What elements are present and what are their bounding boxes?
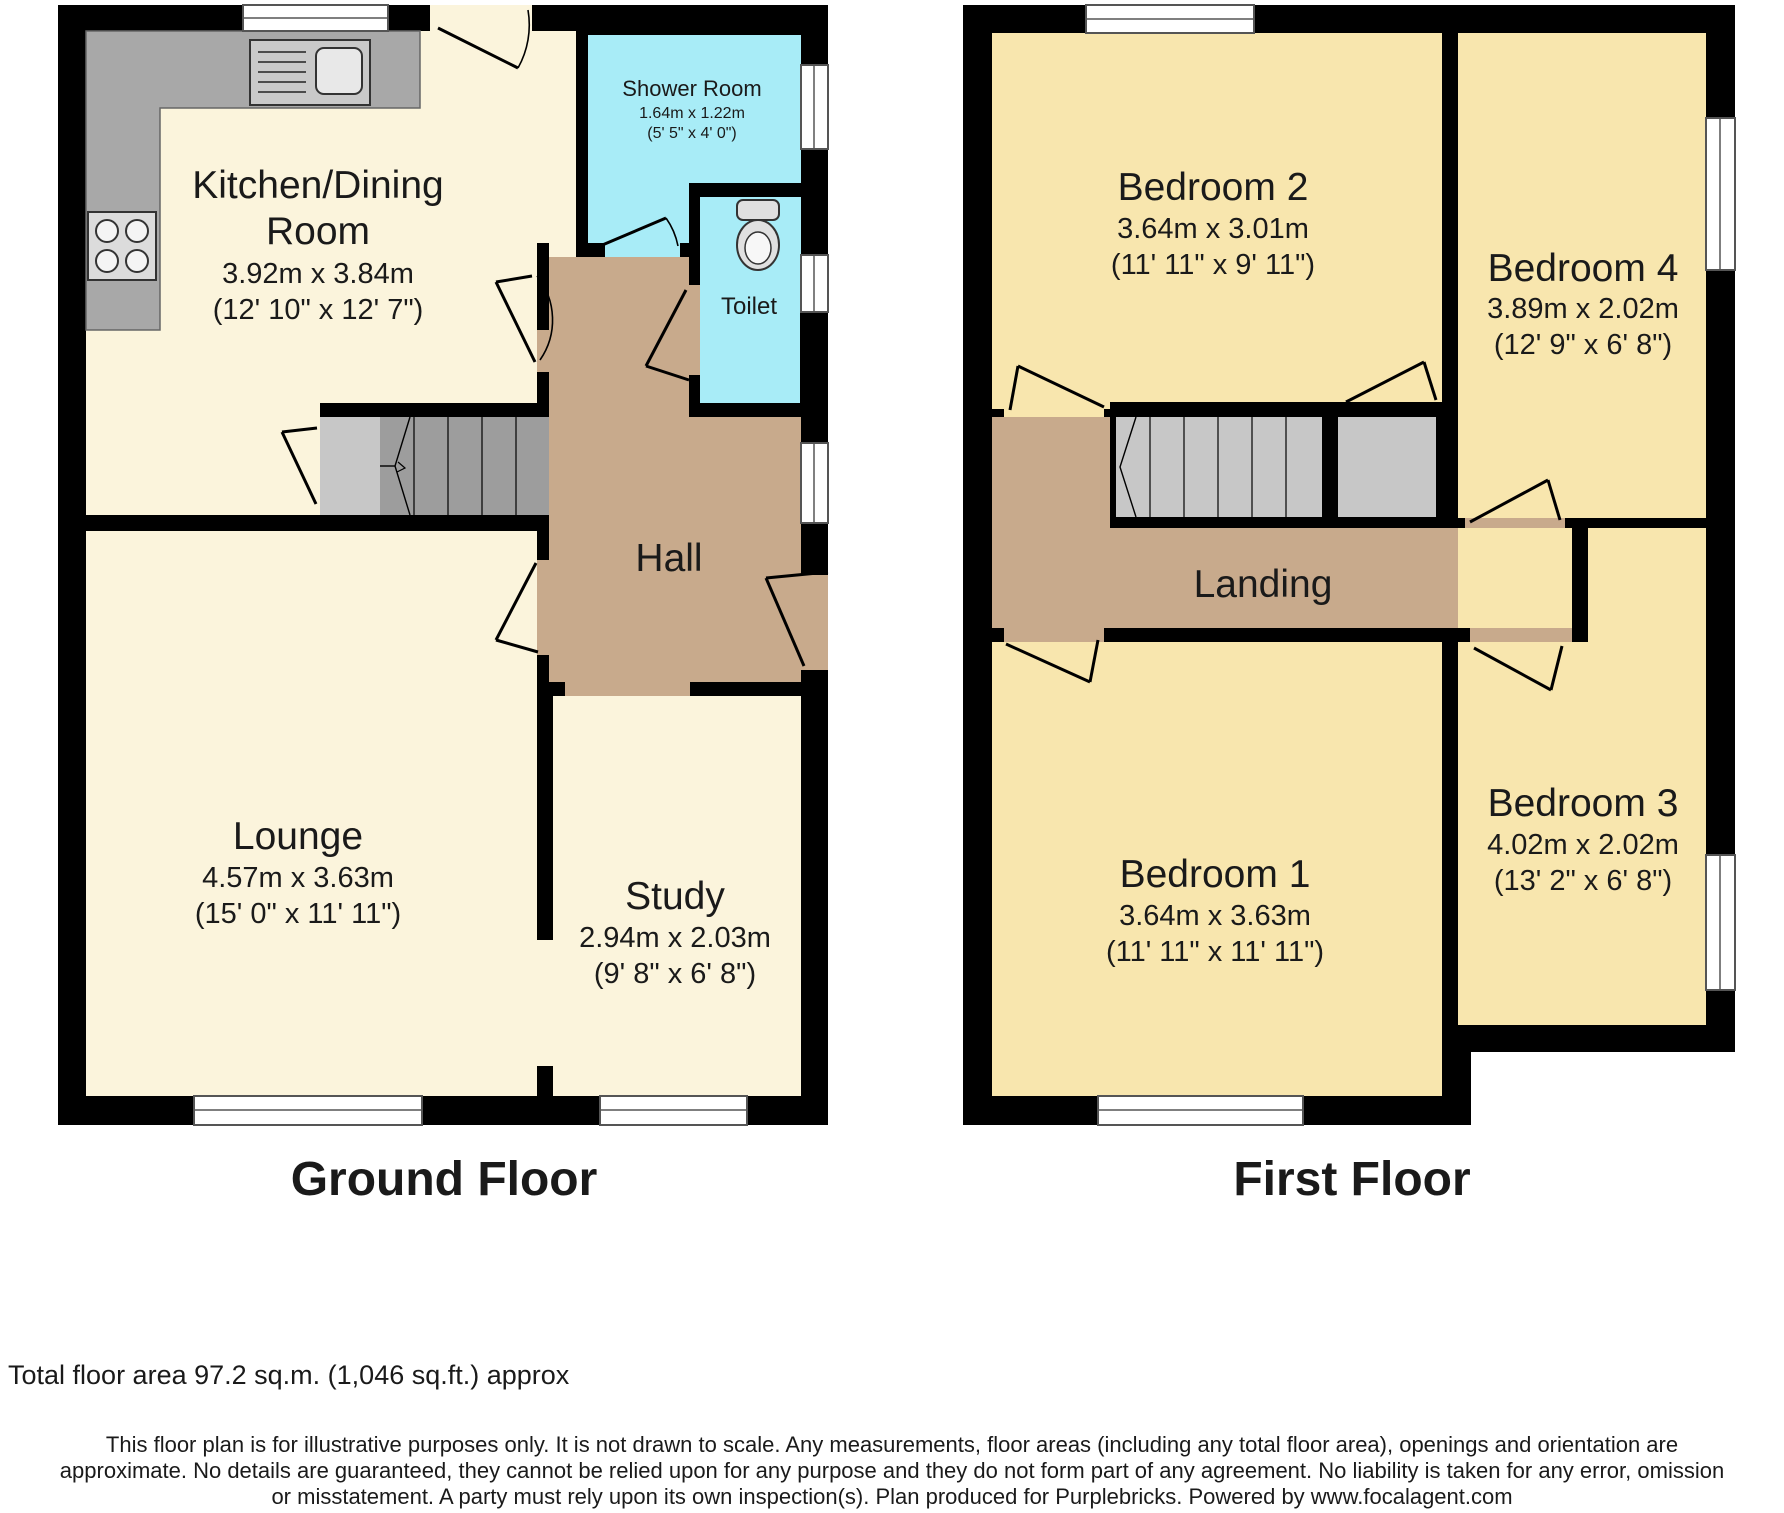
ground-floor-plan: [58, 5, 828, 1206]
bedroom-3-metric: 4.02m x 2.02m: [1487, 829, 1679, 861]
first-floor-staircase: [1110, 402, 1442, 528]
kitchen-name-line1: Kitchen/Dining: [192, 164, 444, 207]
ground-floor-staircase: [320, 403, 549, 515]
landing-name: Landing: [1193, 563, 1333, 606]
bedroom-1-name: Bedroom 1: [1119, 853, 1311, 896]
bedroom-1-metric: 3.64m x 3.63m: [1119, 900, 1311, 932]
shower-room-imperial: (5' 5" x 4' 0"): [647, 125, 737, 142]
disclaimer-line: This floor plan is for illustrative purposes only. It is not drawn to scale. Any measurements, floor areas (including any total floor area), openings and orientation are: [105, 1432, 1679, 1457]
ground-floor-title: Ground Floor: [290, 1153, 598, 1206]
bedroom-2-imperial: (11' 11" x 9' 11"): [1110, 249, 1316, 281]
shower-room-name: Shower Room: [622, 76, 762, 101]
first-floor-plan: [963, 5, 1735, 1206]
bedroom-1-imperial: (11' 11" x 11' 11"): [1105, 936, 1325, 968]
lounge-metric: 4.57m x 3.63m: [202, 862, 394, 894]
total-floor-area: Total floor area 97.2 sq.m. (1,046 sq.ft.) approx: [8, 1360, 570, 1390]
lounge-imperial: (15' 0" x 11' 11"): [194, 898, 402, 930]
bedroom-4-metric: 3.89m x 2.02m: [1487, 293, 1679, 325]
shower-room-metric: 1.64m x 1.22m: [639, 105, 745, 122]
bedroom-3-imperial: (13' 2" x 6' 8"): [1493, 865, 1673, 897]
kitchen-imperial: (12' 10" x 12' 7"): [212, 294, 424, 326]
disclaimer-line: or misstatement. A party must rely upon its own inspection(s). Plan produced for Purplebricks. Powered by www.focalagent.com: [271, 1484, 1513, 1509]
wc-icon: [737, 200, 779, 270]
toilet-name: Toilet: [720, 293, 778, 320]
study-metric: 2.94m x 2.03m: [579, 922, 771, 954]
landing: [992, 417, 1110, 628]
kitchen-metric: 3.92m x 3.84m: [222, 258, 414, 290]
disclaimer-line: approximate. No details are guaranteed, they cannot be relied upon for any purpose and they do not form part of any agreement. No liability is taken for any error, omission: [59, 1458, 1725, 1483]
bedroom-2-name: Bedroom 2: [1117, 166, 1309, 209]
lounge-name: Lounge: [232, 815, 364, 858]
disclaimer: [0, 1432, 1784, 1510]
bedroom-4-imperial: (12' 9" x 6' 8"): [1493, 329, 1673, 361]
storage-cupboard: [1338, 417, 1436, 517]
lounge: [86, 531, 537, 1096]
study-name: Study: [625, 875, 725, 918]
hall-name: Hall: [635, 537, 703, 580]
bedroom-2-metric: 3.64m x 3.01m: [1117, 213, 1309, 245]
first-floor-title: First Floor: [1233, 1153, 1471, 1206]
bedroom-4-name: Bedroom 4: [1487, 247, 1679, 290]
hob-icon: [88, 212, 156, 280]
bedroom-3-name: Bedroom 3: [1487, 782, 1679, 825]
kitchen-name-line2: Room: [265, 210, 371, 253]
study-imperial: (9' 8" x 6' 8"): [593, 958, 757, 990]
hall: [549, 257, 689, 417]
